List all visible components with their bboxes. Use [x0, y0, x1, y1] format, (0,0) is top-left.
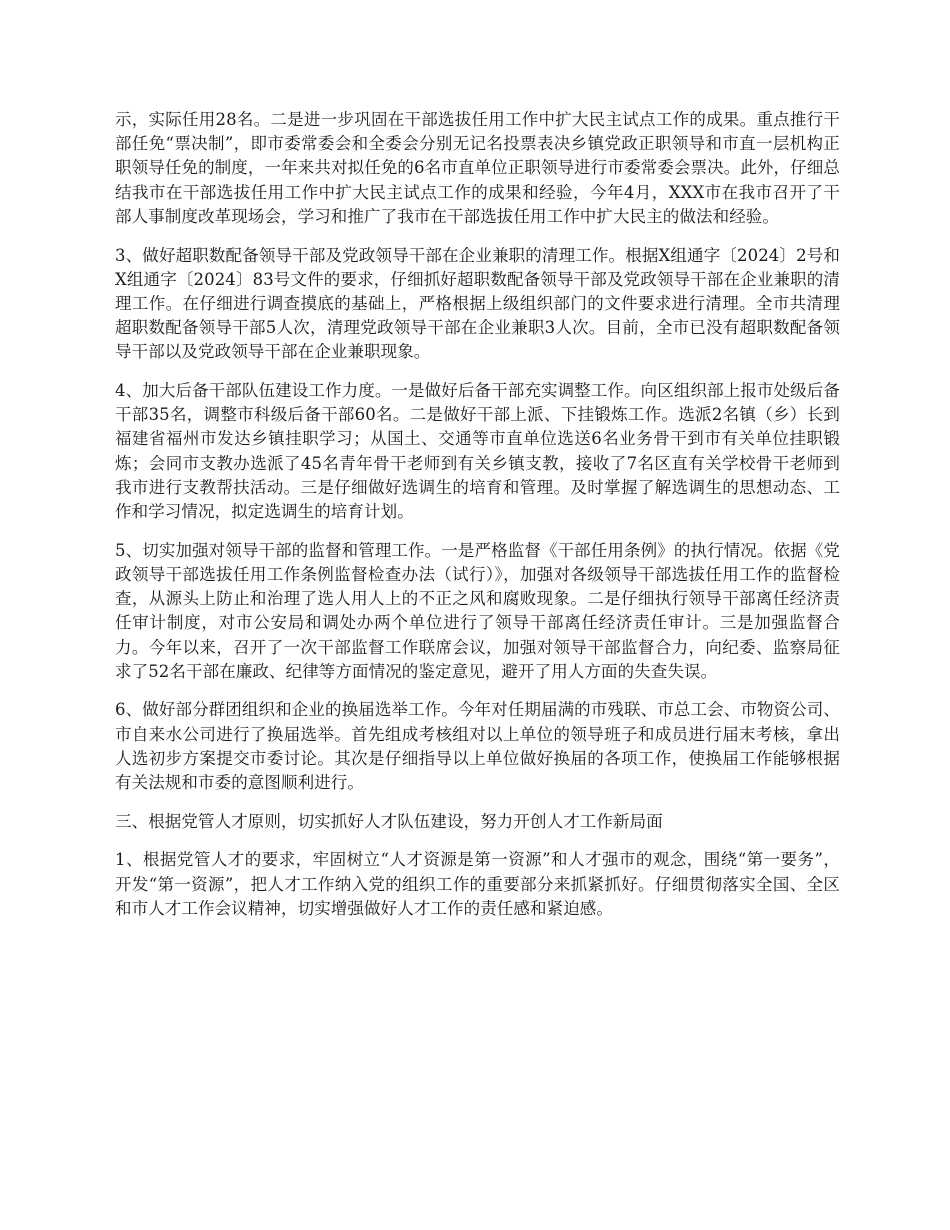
- paragraph-continuation: 示，实际任用28名。二是进一步巩固在干部选拔任用工作中扩大民主试点工作的成果。重点推行干部任免“票决制”，即市委常委会和全委会分别无记名投票表决乡镇党政正职领导和市直一层机构正职领导任免的制度，一年来共对拟任免的6名市直单位正职领导进行市委常委会票决。此外，仔细总结我市在干部选拔任用工作中扩大民主试点工作的成果和经验，今年4月，XXX市在我市召开了干部人事制度改革现场会，学习和推广了我市在干部选拔任用工作中扩大民主的做法和经验。: [115, 110, 840, 226]
- paragraph-item-6: 6、做好部分群团组织和企业的换届选举工作。今年对任期届满的市残联、市总工会、市物资公司、市自来水公司进行了换届选举。首先组成考核组对以上单位的领导班子和成员进行届末考核，拿出人选初步方案提交市委讨论。其次是仔细指导以上单位做好换届的各项工作，使换届工作能够根据有关法规和市委的意图顺利进行。: [115, 700, 840, 793]
- paragraph-item-5: 5、切实加强对领导干部的监督和管理工作。一是严格监督《干部任用条例》的执行情况。依据《党政领导干部选拔任用工作条例监督检查办法（试行）》，加强对各级领导干部选拔任用工作的监督检查，从源头上防止和治理了选人用人上的不正之风和腐败现象。二是仔细执行领导干部离任经济责任审计制度，对市公安局和调处办两个单位进行了领导干部离任经济责任审计。三是加强监督合力。今年以来，召开了一次干部监督工作联席会议，加强对领导干部监督合力，向纪委、监察局征求了52名干部在廉政、纪律等方面情况的鉴定意见，避开了用人方面的失查失误。: [115, 540, 840, 681]
- paragraph-item-4: 4、加大后备干部队伍建设工作力度。一是做好后备干部充实调整工作。向区组织部上报市处级后备干部35名，调整市科级后备干部60名。二是做好干部上派、下挂锻炼工作。选派2名镇（乡）长到福建省福州市发达乡镇挂职学习；从国土、交通等市直单位选送6名业务骨干到市有关单位挂职锻炼；会同市支教办选派了45名青年骨干老师到有关乡镇支教，接收了7名区直有关学校骨干老师到我市进行支教帮扶活动。三是仔细做好选调生的培育和管理。及时掌握了解选调生的思想动态、工作和学习情况，拟定选调生的培育计划。: [115, 381, 840, 522]
- section-heading-3: 三、根据党管人才原则，切实抓好人才队伍建设，努力开创人才工作新局面: [115, 811, 663, 831]
- paragraph-item-3: 3、做好超职数配备领导干部及党政领导干部在企业兼职的清理工作。根据X组通字〔2024〕2号和X组通字〔2024〕83号文件的要求，仔细抓好超职数配备领导干部及党政领导干部在企业兼职的清理工作。在仔细进行调查摸底的基础上，严格根据上级组织部门的文件要求进行清理。全市共清理超职数配备领导干部5人次，清理党政领导干部在企业兼职3人次。目前，全市已没有超职数配备领导干部以及党政领导干部在企业兼职现象。: [115, 245, 840, 362]
- paragraph-item-1: 1、根据党管人才的要求，牢固树立“人才资源是第一资源”和人才强市的观念，围绕“第一要务”，开发“第一资源”，把人才工作纳入党的组织工作的重要部分来抓紧抓好。仔细贯彻落实全国、全区和市人才工作会议精神，切实增强做好人才工作的责任感和紧迫感。: [115, 850, 840, 918]
- document-page: [115, 108, 840, 936]
